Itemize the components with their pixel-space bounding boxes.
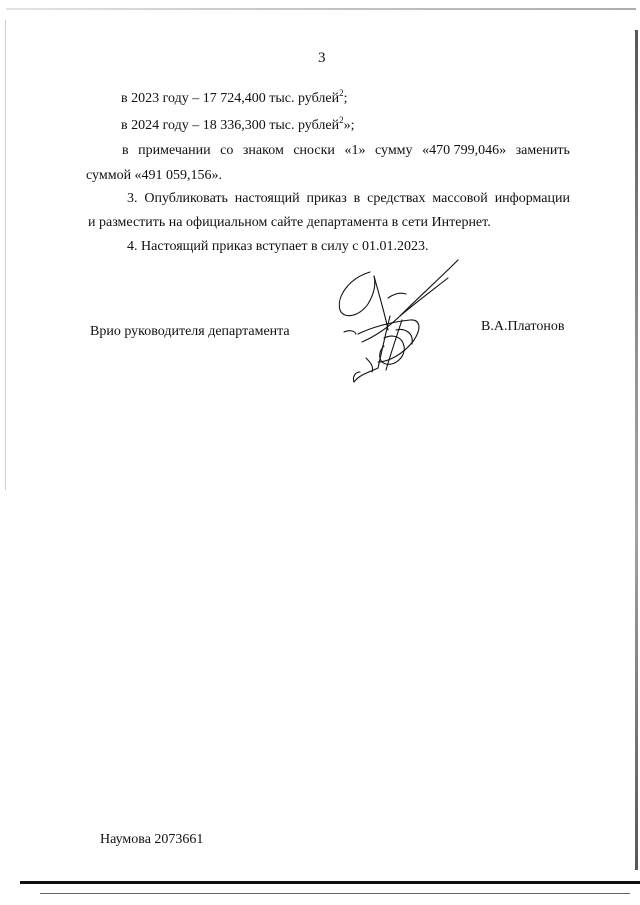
item4-line: 4. Настоящий приказ вступает в силу с 01.01.2023. <box>127 239 429 254</box>
footnote-ref-2024: 2 <box>339 115 344 125</box>
signer-name: В.А.Платонов <box>481 319 565 334</box>
line-2023-tail: ; <box>343 91 348 106</box>
item3-word: настоящий <box>234 191 300 206</box>
scan-edge-bottom-secondary <box>40 893 630 894</box>
note-line-2: суммой «491 059,156». <box>86 168 223 183</box>
line-2023 <box>121 90 347 108</box>
scan-edge-top <box>6 8 636 10</box>
position-title: Врио руководителя департамента <box>90 324 290 339</box>
item3-word: в <box>353 191 361 206</box>
item3-word: информации <box>494 191 570 206</box>
item3-line-2: и разместить на официальном сайте департамента в сети Интернет. <box>88 215 491 230</box>
item3-word: приказ <box>306 191 347 206</box>
item3-word: средствах <box>367 191 426 206</box>
note-word: знаком <box>242 143 284 158</box>
line-2024 <box>121 117 354 135</box>
scan-edge-bottom <box>20 881 640 884</box>
page-number: 3 <box>318 50 326 66</box>
scan-edge-left <box>5 20 6 490</box>
note-word: заменить <box>515 143 570 158</box>
note-word: «1» <box>344 143 366 158</box>
item3-word: массовой <box>432 191 488 206</box>
note-line-1 <box>122 142 570 160</box>
note-word: примечании <box>138 143 211 158</box>
scan-edge-right <box>635 30 638 870</box>
handwritten-signature <box>330 258 470 388</box>
note-word: со <box>220 143 234 158</box>
item3-word: 3. <box>127 191 138 206</box>
line-2024-tail: »; <box>343 118 355 133</box>
item3-line-1 <box>127 190 570 208</box>
note-word: сумму <box>374 143 413 158</box>
note-word: сноски <box>293 143 335 158</box>
item3-word: Опубликовать <box>144 191 228 206</box>
note-word: в <box>122 143 129 158</box>
executor-note: Наумова 2073661 <box>100 832 204 847</box>
note-word: «470 799,046» <box>422 143 507 158</box>
footnote-ref-2023: 2 <box>339 88 344 98</box>
line-2023-text: в 2023 году – 17 724,400 тыс. рублей <box>121 91 340 106</box>
line-2024-text: в 2024 году – 18 336,300 тыс. рублей <box>121 118 340 133</box>
